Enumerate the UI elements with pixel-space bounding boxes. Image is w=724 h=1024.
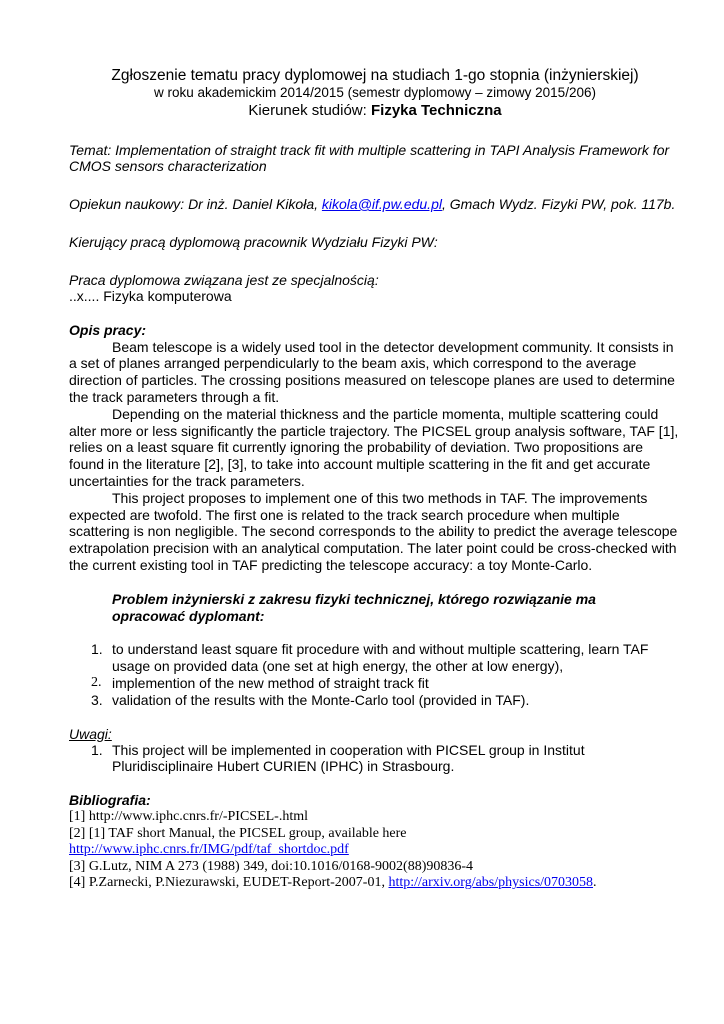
topic: Temat: Implementation of straight track fit with multiple scattering in TAPI Analysis Framework for CMOS sensors characterization	[69, 142, 670, 174]
description-paragraph-2: Depending on the material thickness and the particle momenta, multiple scattering could alter more or less significantly the particle trajectory. The PICSEL group analysis software, TAF [1], relies on a least square fit currently ignoring the probability of deviation. Two propositions are found in the literature [2], [3], to take into account multiple scattering in the fit and get accurate uncertainties for the track parameters.	[69, 405, 679, 489]
list-text: This project will be implemented in cooperation with PICSEL group in Institut Pluridisciplinaire Hubert CURIEN (IPHC) in Strasbourg.	[112, 741, 585, 775]
bibliography-link[interactable]: http://www.iphc.cnrs.fr/IMG/pdf/taf_shortdoc.pdf	[69, 842, 349, 858]
list-number: 3.	[91, 691, 103, 708]
list-text: to understand least square fit procedure with and without multiple scattering, learn TAF usage on provided data (one set at high energy, the other at low energy),	[112, 641, 649, 675]
bibliography-list	[69, 809, 681, 892]
remarks-list	[69, 742, 681, 776]
list-item	[69, 742, 681, 776]
bibliography-entry-text: [4] P.Zarnecki, P.Niezurawski, EUDET-Report-2007-01,	[69, 875, 389, 891]
problem-heading: Problem inżynierski z zakresu fizyki technicznej, którego rozwiązanie ma opracować dyplomant:	[112, 590, 596, 624]
bibliography-link[interactable]: http://arxiv.org/abs/physics/0703058	[388, 875, 594, 891]
bibliography-entry: [1] http://www.iphc.cnrs.fr/-PICSEL-.html	[69, 808, 309, 824]
document-title: Zgłoszenie tematu pracy dyplomowej na studiach 1-go stopnia (inżynierskiej)	[111, 67, 639, 84]
bibliography-entry: [2] [1] TAF short Manual, the PICSEL group, available here	[69, 825, 407, 841]
bibliography-heading: Bibliografia:	[69, 792, 151, 809]
list-item	[69, 675, 681, 692]
remarks-heading: Uwagi:	[69, 725, 112, 742]
problem-list	[69, 641, 681, 708]
field-of-study	[69, 101, 681, 120]
list-text: validation of the results with the Monte-Carlo tool (provided in TAF).	[112, 691, 530, 708]
supervisor-prefix: Opiekun naukowy: Dr inż. Daniel Kikoła,	[69, 196, 322, 212]
list-number: 1.	[91, 741, 103, 758]
specialty-value: ..x.... Fizyka komputerowa	[69, 288, 232, 304]
bibliography-entry: [3] G.Lutz, NIM A 273 (1988) 349, doi:10.1016/0168-9002(88)90836-4	[69, 858, 474, 874]
list-number: 2.	[91, 674, 102, 690]
specialty-label: Praca dyplomowa związana jest ze specjalnością:	[69, 272, 379, 288]
field-prefix: Kierunek studiów:	[248, 102, 371, 119]
list-item	[69, 641, 681, 675]
supervisor-email-link[interactable]: kikola@if.pw.edu.pl	[321, 196, 442, 212]
list-item	[69, 692, 681, 709]
description-heading: Opis pracy:	[69, 321, 147, 338]
bibliography-entry-tail: .	[593, 875, 597, 891]
list-number: 1.	[91, 641, 103, 658]
field-value: Fizyka Techniczna	[370, 102, 502, 119]
bibliography-entry	[69, 875, 681, 892]
description-paragraph-3: This project proposes to implement one of this two methods in TAF. The improvements expected are twofold. The first one is related to the track search procedure when multiple scattering is non negligible. The second corresponds to the ability to predict the average telescope extrapolation precision with an analytical computation. The later point could be cross-checked with the current existing tool in TAF predicting the telescope accuracy: a toy Monte-Carlo.	[69, 489, 678, 573]
document-page	[69, 66, 681, 892]
academic-year-line: w roku akademickim 2014/2015 (semestr dyplomowy – zimowy 2015/206)	[154, 85, 596, 100]
manager-line: Kierujący pracą dyplomową pracownik Wydziału Fizyki PW:	[69, 234, 438, 250]
supervisor-suffix: , Gmach Wydz. Fizyki PW, pok. 117b.	[441, 196, 676, 212]
supervisor-line	[69, 196, 681, 212]
list-text: implemention of the new method of straight track fit	[112, 674, 429, 691]
description-paragraph-1: Beam telescope is a widely used tool in the detector development community. It consists in a set of planes arranged perpendicularly to the beam axis, which correspond to the average direction of particles. The crossing positions measured on telescope planes are used to determine the track parameters through a fit.	[69, 338, 675, 405]
